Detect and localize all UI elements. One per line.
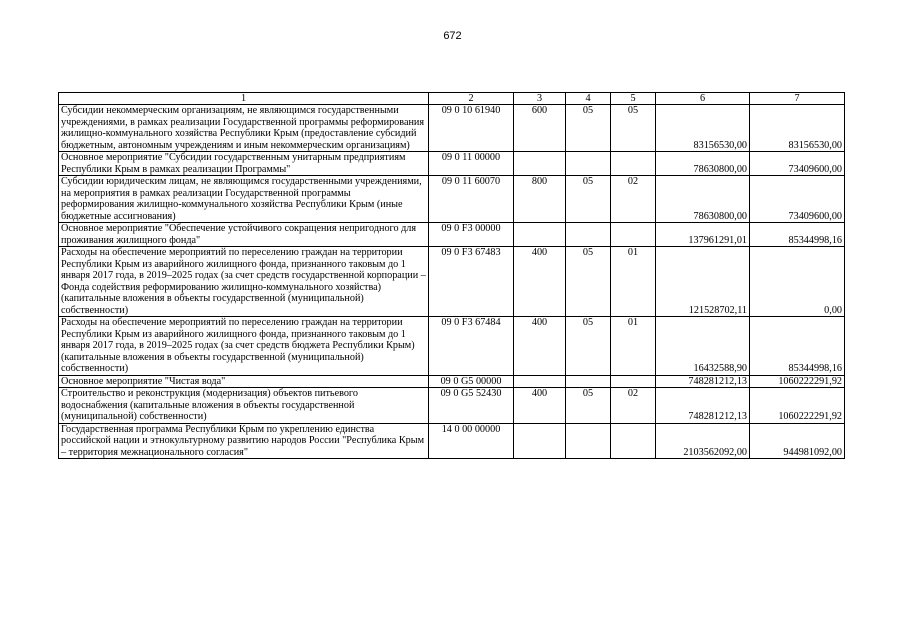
table-row — [59, 375, 845, 388]
table-row — [59, 247, 845, 317]
row-col4: 05 — [566, 176, 611, 223]
table-body — [59, 105, 845, 459]
row-name: Расходы на обеспечение мероприятий по переселению граждан на территории Республики Крым из аварийного жилищного фонда, признанного таковым до 1 января 2017 года, в 2019–2025 годах (за счет средств государственной корпорации – Фонда содействия реформированию жилищно-коммунального хозяйства) (капитальные вложения в объекты государственной (муниципальной) собственности) — [59, 247, 429, 317]
row-amount-6: 2103562092,00 — [656, 423, 750, 459]
row-col4 — [566, 223, 611, 247]
header-cell: 3 — [514, 93, 566, 105]
row-code: 09 0 G5 52430 — [429, 388, 514, 424]
header-cell: 2 — [429, 93, 514, 105]
row-name: Основное мероприятие "Обеспечение устойчивого сокращения непригодного для проживания жилищного фонда" — [59, 223, 429, 247]
row-amount-7: 0,00 — [750, 247, 845, 317]
header-cell: 4 — [566, 93, 611, 105]
row-amount-6: 137961291,01 — [656, 223, 750, 247]
table-row — [59, 176, 845, 223]
header-cell: 7 — [750, 93, 845, 105]
table-row — [59, 105, 845, 152]
row-amount-7: 1060222291,92 — [750, 375, 845, 388]
header-cell: 6 — [656, 93, 750, 105]
table-header — [59, 93, 845, 105]
row-col5: 02 — [611, 176, 656, 223]
header-row — [59, 93, 845, 105]
row-amount-6: 121528702,11 — [656, 247, 750, 317]
row-col5 — [611, 375, 656, 388]
row-col5: 05 — [611, 105, 656, 152]
table-row — [59, 152, 845, 176]
row-amount-7: 73409600,00 — [750, 152, 845, 176]
table-row — [59, 388, 845, 424]
row-amount-6: 78630800,00 — [656, 176, 750, 223]
table-row — [59, 423, 845, 459]
row-col5 — [611, 423, 656, 459]
row-amount-6: 748281212,13 — [656, 388, 750, 424]
budget-table — [58, 92, 845, 459]
row-name: Государственная программа Республики Крым по укреплению единства российской нации и этнокультурному развитию народов России "Республика Крым – территория межнационального согласия" — [59, 423, 429, 459]
row-col3: 600 — [514, 105, 566, 152]
row-col3: 800 — [514, 176, 566, 223]
row-col4 — [566, 375, 611, 388]
row-code: 09 0 F3 67483 — [429, 247, 514, 317]
row-col4: 05 — [566, 247, 611, 317]
row-code: 09 0 F3 00000 — [429, 223, 514, 247]
row-amount-7: 85344998,16 — [750, 223, 845, 247]
row-amount-6: 16432588,90 — [656, 317, 750, 376]
row-col3: 400 — [514, 317, 566, 376]
row-code: 09 0 F3 67484 — [429, 317, 514, 376]
row-name: Строительство и реконструкция (модернизация) объектов питьевого водоснабжения (капитальные вложения в объекты государственной (муниципальной) собственности) — [59, 388, 429, 424]
row-col4: 05 — [566, 317, 611, 376]
row-name: Основное мероприятие "Субсидии государственным унитарным предприятиям Республики Крым в рамках реализации Программы" — [59, 152, 429, 176]
row-col5 — [611, 152, 656, 176]
header-cell: 5 — [611, 93, 656, 105]
table-row — [59, 223, 845, 247]
row-col3: 400 — [514, 388, 566, 424]
row-code: 09 0 10 61940 — [429, 105, 514, 152]
row-col3 — [514, 223, 566, 247]
row-col3: 400 — [514, 247, 566, 317]
row-amount-6: 748281212,13 — [656, 375, 750, 388]
row-col4: 05 — [566, 105, 611, 152]
row-amount-6: 78630800,00 — [656, 152, 750, 176]
page-number: 672 — [443, 30, 462, 42]
row-col5 — [611, 223, 656, 247]
row-name: Субсидии юридическим лицам, не являющимся государственными учреждениями, на мероприятия в рамках реализации Государственной программы реформирования жилищно-коммунального хозяйства Республики Крым (иные бюджетные ассигнования) — [59, 176, 429, 223]
row-col3 — [514, 423, 566, 459]
row-col4 — [566, 423, 611, 459]
row-amount-7: 1060222291,92 — [750, 388, 845, 424]
row-amount-7: 85344998,16 — [750, 317, 845, 376]
table-row — [59, 317, 845, 376]
header-cell: 1 — [59, 93, 429, 105]
row-col3 — [514, 375, 566, 388]
row-name: Субсидии некоммерческим организациям, не являющимся государственными учреждениями, в рамках реализации Государственной программы реформирования жилищно-коммунального хозяйства Республики Крым (предоставление субсидий бюджетным, автономным учреждениям и иным некоммерческим организациям) — [59, 105, 429, 152]
row-amount-7: 73409600,00 — [750, 176, 845, 223]
row-col3 — [514, 152, 566, 176]
row-col4: 05 — [566, 388, 611, 424]
row-amount-7: 944981092,00 — [750, 423, 845, 459]
row-col5: 01 — [611, 317, 656, 376]
row-code: 09 0 G5 00000 — [429, 375, 514, 388]
row-code: 09 0 11 60070 — [429, 176, 514, 223]
row-name: Расходы на обеспечение мероприятий по переселению граждан на территории Республики Крым из аварийного жилищного фонда, признанного таковым до 1 января 2017 года, в 2019–2025 годах (за счет средств бюджета Республики Крым) (капитальные вложения в объекты государственной (муниципальной) собственности) — [59, 317, 429, 376]
row-col5: 01 — [611, 247, 656, 317]
row-name: Основное мероприятие "Чистая вода" — [59, 375, 429, 388]
row-code: 09 0 11 00000 — [429, 152, 514, 176]
row-code: 14 0 00 00000 — [429, 423, 514, 459]
row-amount-6: 83156530,00 — [656, 105, 750, 152]
row-amount-7: 83156530,00 — [750, 105, 845, 152]
row-col4 — [566, 152, 611, 176]
row-col5: 02 — [611, 388, 656, 424]
